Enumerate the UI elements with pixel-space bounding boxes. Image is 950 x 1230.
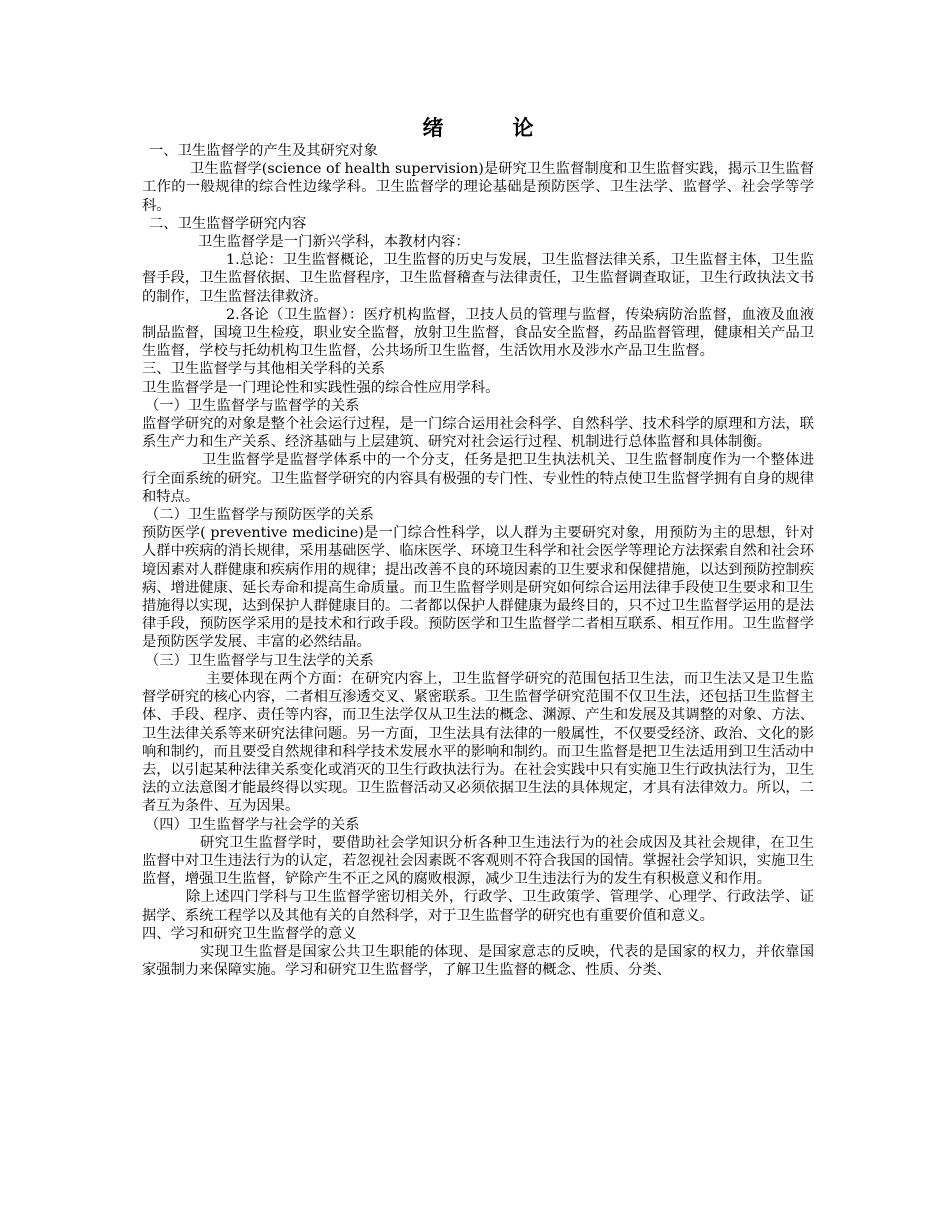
paragraph-preventive-medicine: 预防医学( preventive medicine)是一门综合性科学，以人群为主要研究对象，用预防为主的思想，针对人群中疾病的消长规律，采用基础医学、临床医学、环境卫生科学和社会医学等理论方法探索自然和社会环境因素对人群健康和疾病作用的规律；提出改善不良的环境因素的卫生要求和保健措施，以达到预防控制疾病、增进健康、延长寿命和提高生命质量。而卫生监督学则是研究如何综合运用法律手段使卫生要求和卫生措施得以实现，达到保护人群健康目的。二者都以保护人群健康为最终目的，只不过卫生监督学运用的是法律手段，预防医学采用的是技术和行政手段。预防医学和卫生监督学二者相互联系、相互作用。卫生监督学是预防医学发展、丰富的必然结晶。 xyxy=(142,525,814,651)
subsection-heading-2: （二）卫生监督学与预防医学的关系 xyxy=(145,507,374,524)
paragraph-supervision-object: 监督学研究的对象是整个社会运行过程，是一门综合运用社会科学、自然科学、技术科学的原理和方法，联系生产力和生产关系、经济基础与上层建筑、研究对社会运行过程、机制进行总体监督和具体制衡。 xyxy=(142,416,814,451)
subsection-heading-3: （三）卫生监督学与卫生法学的关系 xyxy=(145,652,374,669)
subsection-heading-4: （四）卫生监督学与社会学的关系 xyxy=(145,816,360,833)
document-title: 绪 论 xyxy=(422,115,558,140)
paragraph-supervision-branch: 卫生监督学是监督学体系中的一个分支，任务是把卫生执法机关、卫生监督制度作为一个整体进行全面系统的研究。卫生监督学研究的内容具有极强的专门性、专业性的特点使卫生监督学拥有自身的规律和特点。 xyxy=(142,452,814,505)
subsection-heading-1: （一）卫生监督学与监督学的关系 xyxy=(145,397,360,414)
paragraph-general-theory: 1.总论：卫生监督概论，卫生监督的历史与发展，卫生监督法律关系，卫生监督主体，卫生监督手段，卫生监督依据、卫生监督程序，卫生监督稽查与法律责任，卫生监督调查取证，卫生行政执法文书的制作，卫生监督法律救济。 xyxy=(142,252,814,305)
section-heading-3: 三、卫生监督学与其他相关学科的关系 xyxy=(142,361,386,378)
paragraph-applied-discipline: 卫生监督学是一门理论性和实践性强的综合性应用学科。 xyxy=(142,379,500,396)
paragraph-specific-theory: 2.各论（卫生监督）：医疗机构监督，卫技人员的管理与监督，传染病防治监督，血液及血液制品监督，国境卫生检疫，职业安全监督，放射卫生监督，食品安全监督，药品监督管理，健康相关产品卫生监督，学校与托幼机构卫生监督，公共场所卫生监督，生活饮用水及涉水产品卫生监督。 xyxy=(142,306,814,360)
paragraph-other-disciplines: 除上述四门学科与卫生监督学密切相关外，行政学、卫生政策学、管理学、心理学、行政法学、证据学、系统工程学以及其他有关的自然科学，对于卫生监督学的研究也有重要价值和意义。 xyxy=(142,889,814,924)
section-heading-4: 四、学习和研究卫生监督学的意义 xyxy=(142,925,357,942)
document-page xyxy=(142,115,814,979)
paragraph-definition: 卫生监督学(science of health supervision)是研究卫生监督制度和卫生监督实践，揭示卫生监督工作的一般规律的综合性边缘学科。卫生监督学的理论基础是预防医学、卫生法学、监督学、社会学等学科。 xyxy=(142,161,814,214)
section-heading-1: 一、卫生监督学的产生及其研究对象 xyxy=(149,143,378,159)
paragraph-sociology: 研究卫生监督学时，要借助社会学知识分析各种卫生违法行为的社会成因及其社会规律，在卫生监督中对卫生违法行为的认定，若忽视社会因素既不客观则不符合我国的国情。掌握社会学知识，实施卫生监督，增强卫生监督，铲除产生不正之风的腐败根源，减少卫生违法行为的发生有积极意义和作用。 xyxy=(142,834,814,888)
paragraph-significance: 实现卫生监督是国家公共卫生职能的体现、是国家意志的反映，代表的是国家的权力，并依靠国家强制力来保障实施。学习和研究卫生监督学，了解卫生监督的概念、性质、分类、 xyxy=(142,943,814,979)
paragraph-content-intro: 卫生监督学是一门新兴学科，本教材内容： xyxy=(198,234,470,251)
paragraph-health-law: 主要体现在两个方面：在研究内容上，卫生监督学研究的范围包括卫生法，而卫生法又是卫生监督学研究的核心内容，二者相互渗透交叉、紧密联系。卫生监督学研究范围不仅卫生法，还包括卫生监督主体、手段、程序、责任等内容，而卫生法学仅从卫生法的概念、渊源、产生和发展及其调整的对象、方法、卫生法律关系等来研究法律问题。另一方面，卫生法具有法律的一般属性，不仅要受经济、政治、文化的影响和制约，而且要受自然规律和科学技术发展水平的影响和制约。而卫生监督是把卫生法适用到卫生活动中去，以引起某种法律关系变化或消灭的卫生行政执法行为。在社会实践中只有实施卫生行政执法行为，卫生法的立法意图才能最终得以实现。卫生监督活动又必须依据卫生法的具体规定，才具有法律效力。所以，二者互为条件、互为因果。 xyxy=(142,670,814,815)
section-heading-2: 二、卫生监督学研究内容 xyxy=(149,215,307,232)
